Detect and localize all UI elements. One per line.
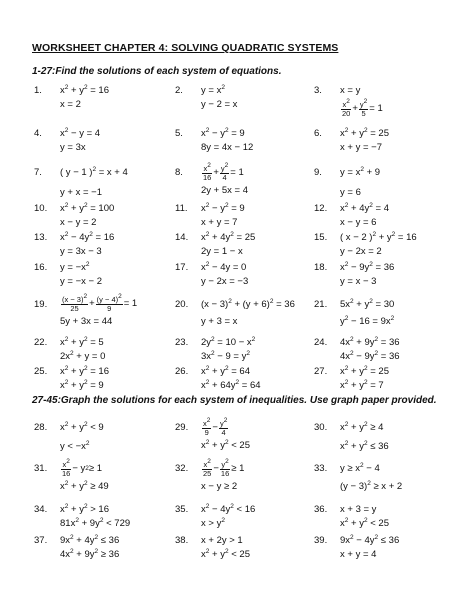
- worksheet-page: WORKSHEET CHAPTER 4: SOLVING QUADRATIC SYSTEMS 1-27:Find the solutions of each system of equations. 1. $x^2 + y^2 = 16$ x = 2 2. $y = x^2$ y − 2 = x 3. x = y $\frac{x^2}{20}$ + $\frac{y^2}{5}$ = 1 4. $x^2 - y = 4$ y = 3x 5. $x^2 - y^2 = 9$ 8y = 4x − 12 6. $x^2 + y^2 = 25$ x + y = −7 7. ( y − 1 )$^2$ = x + 4 y + x = −1 8. $\frac{x^2}{16}$ + $\frac{y^2}{4}$ = 1 2y + 5x = 4 9. $y = x^2 + 9$ y = 6 10. $x^2 + y^2 = 100$ x − y = 2 11. $x^2 - y^2 = 9$ x + y = 7 12. $x^2 + 4y^2 = 4$ x − y = 6 13. $x^2 - 4y^2 = 16$ y = 3x − 3 14. $x^2 + 4y^2 = 25$ 2y = 1 − x 15. ( x − 2 )$^2 + y^2 = 16$ y − 2x = 2 16. $y = -x^2$ y = −x − 2 17. $x^2 - 4y = 0$ y − 2x = −3 18. $x^2 - 9y^2 = 36$ y = x − 3 19. $\frac{(x - 3)^2}{25}$ + $\frac{(y - 4)^2}{9}$ = 1 5y + 3x = 44 20. $(x - 3)^2 + (y + 6)^2 = 36$ y + 3 = x 21. $5x^2 + y^2 = 30$ $y^2 - 16 = 9x^2$ 22. $x^2 + y^2 = 5$ $2x^2 + y = 0$ 23. $2y^2 = 10 - x^2$ $3x^2 - 9 = y^2$ 24. $4x^2 + 9y^2 = 36$ $4x^2 - 9y^2 = 36$ 25. $x^2 + y^2 = 16$ $x^2 + y^2 = 9$ 26. $x^2 + y^2 = 64$ $x^2 + 64y^2 = 64$ 27. $x^2 + y^2 = 25$ $x^2 + y^2 = 7$ 27-45:Graph the solutions for each system of inequalities. Use graph paper provided. 28. $x^2 + y^2 < 9$ $y < -x^2$ 29. $\frac{x^2}{9}$ − $\frac{y^2}{4}$ $x^2 + y^2 < 25$ 30. $x^2 + y^2 \ge 4$ $x^2 + y^2 \le 36$ 31. $\frac{x^2}{16}$ − y 2 ≥ 1 $x^2 + y^2 \ge 49$ 32. $\frac{x^2}{25}$ − $\frac{y^2}{16}$ ≥ 1 x − y ≥ 2 33. $y \ge x^2 - 4$ $(y - 3)^2 \ge x + 2$ 34. $x^2 + y^2 > 16$ $81x^2 + 9y^2 < 729$ 35. $x^2 - 4y^2 < 16$ $x > y^2$ 36. x + 3 = y $x^2 + y^2 < 25$ 37. $9x^2 + 4y^2 \le 36$ $4x^2 + 9y^2 \ge 36$ 38. x + 2y > 1 $x^2 + y^2 < 25$ 39. $9x^2 - 4y^2 \le 36$ x + y = 4: [32, 42, 437, 560]
- worksheet-title: WORKSHEET CHAPTER 4: SOLVING QUADRATIC SYSTEMS: [32, 42, 339, 54]
- section-1-instructions: 1-27:Find the solutions of each system of equations.: [32, 66, 282, 77]
- section-2-instructions: 27-45:Graph the solutions for each system of inequalities. Use graph paper provided.: [32, 395, 437, 406]
